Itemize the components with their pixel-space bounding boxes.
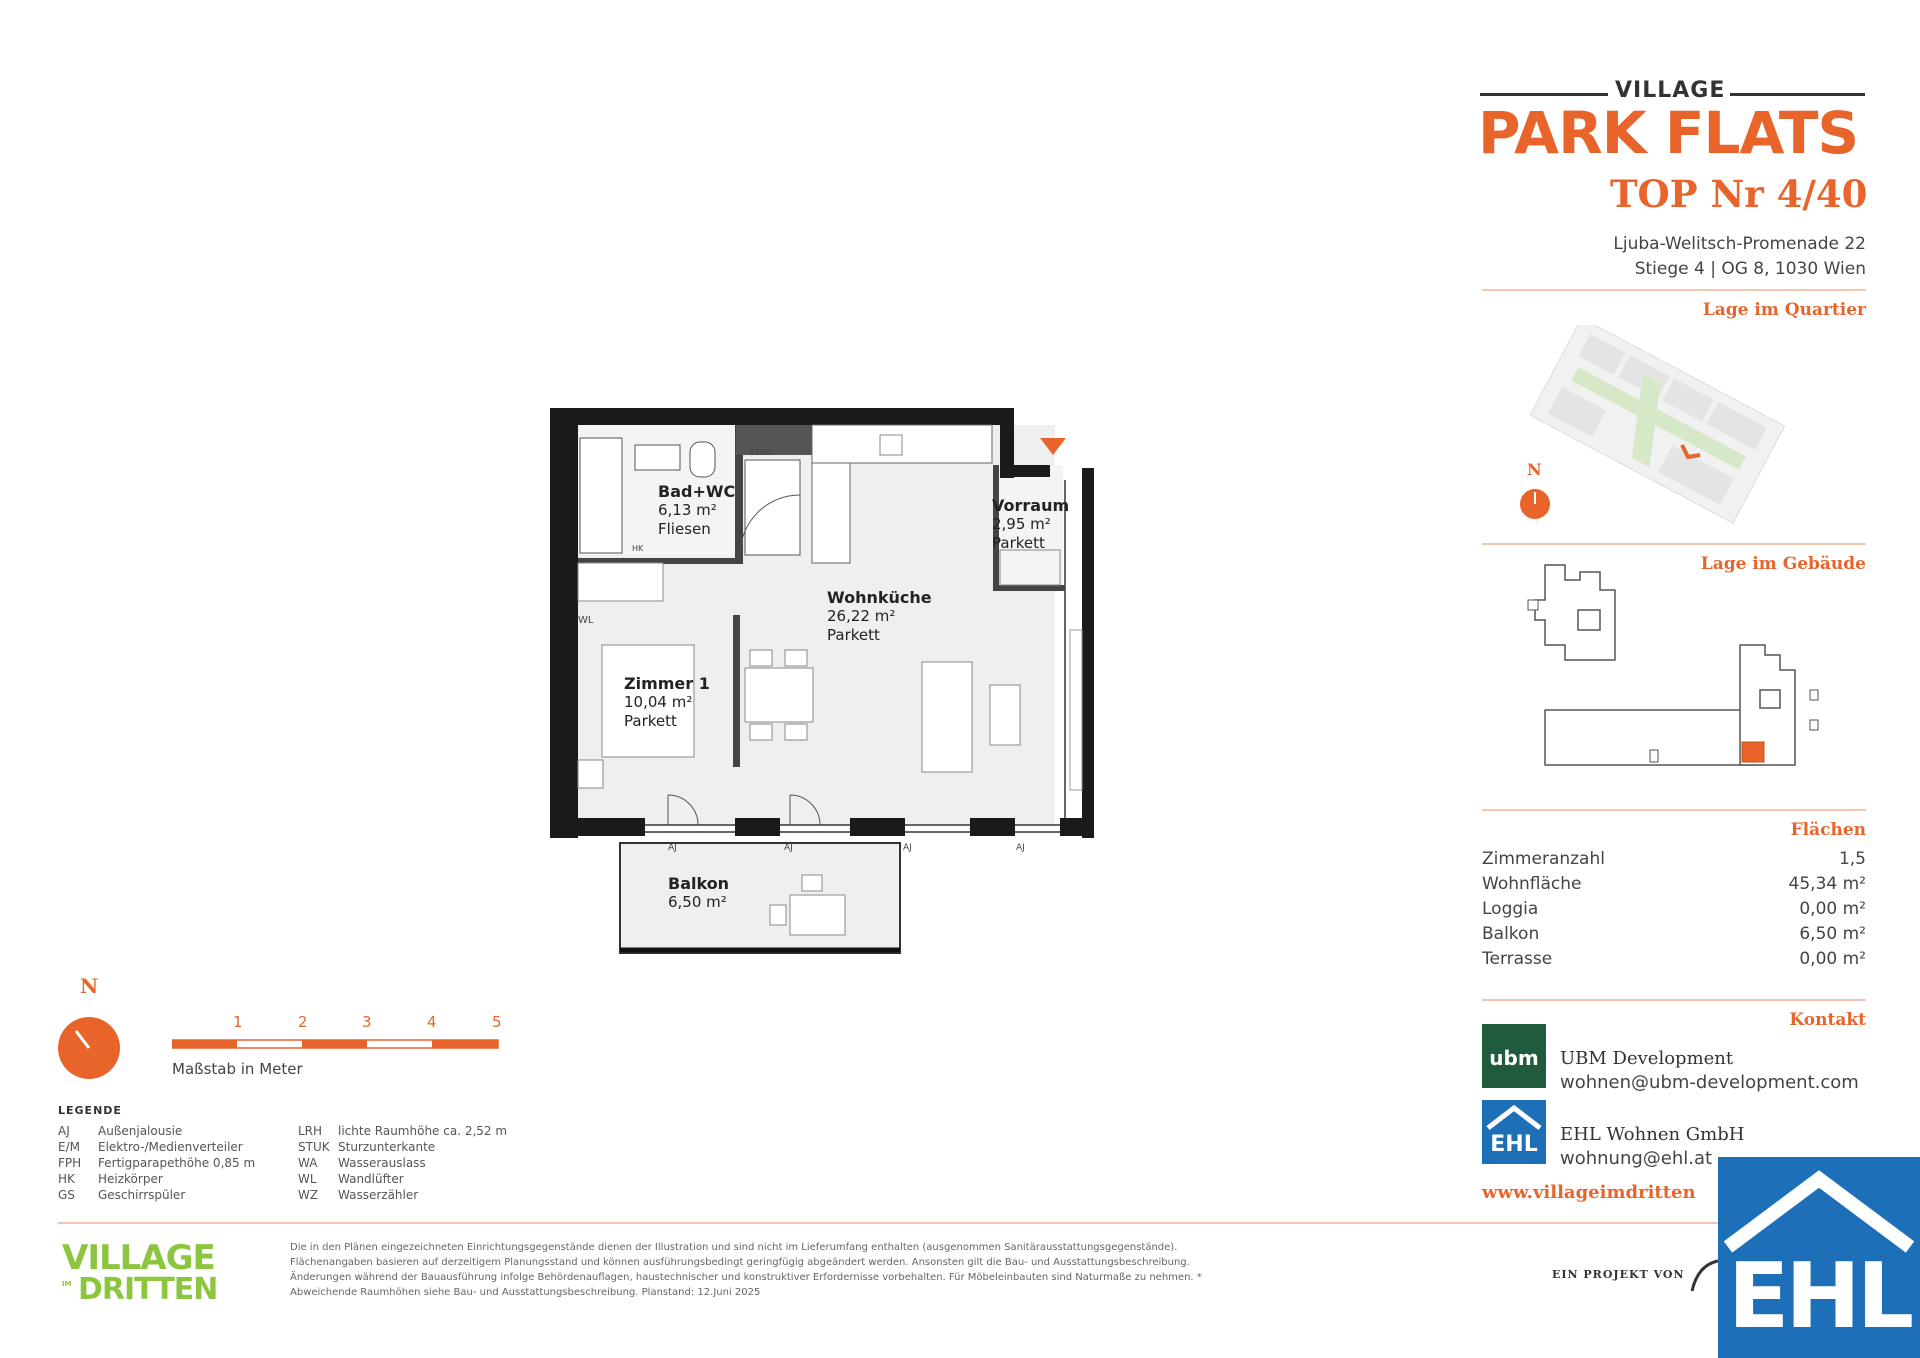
- ehl-logo: [1482, 1100, 1546, 1164]
- brand-park-flats: PARK FLATS: [1478, 99, 1859, 167]
- room-label-zimmer-1: [624, 674, 710, 731]
- contact-name-ubm: UBM Development: [1560, 1048, 1734, 1069]
- ubm-partial-logo-icon: [1688, 1255, 1718, 1295]
- scale-tick: 5: [492, 1013, 502, 1031]
- area-row-zimmeranzahl: [1482, 849, 1866, 873]
- website-link[interactable]: www.villageimdritten: [1482, 1182, 1696, 1203]
- room-name: Bad+WC: [658, 482, 736, 501]
- area-label: Loggia: [1482, 899, 1539, 919]
- legend-abbr: GS: [58, 1188, 75, 1202]
- washing-machine-niche: [745, 460, 800, 555]
- logo-line1: VILLAGE: [62, 1238, 215, 1278]
- scale-label: Maßstab in Meter: [172, 1060, 303, 1078]
- partition-wall: [733, 615, 740, 767]
- room-label-wohnkueche: [827, 588, 932, 645]
- scale-bar: [172, 1038, 502, 1052]
- legend-desc: Fertigparapethöhe 0,85 m: [98, 1156, 256, 1170]
- mark-wl: WL: [578, 615, 594, 626]
- coffee-table: [990, 685, 1020, 745]
- kitchen-counter-side: [812, 463, 850, 563]
- contact-email-ubm[interactable]: wohnen@ubm-development.com: [1560, 1072, 1859, 1093]
- logo-line2: DRITTEN: [78, 1272, 218, 1307]
- toilet: [690, 442, 715, 477]
- logo-im: IM: [62, 1280, 72, 1288]
- room-label-balkon: [668, 874, 729, 912]
- room-name: Balkon: [668, 874, 730, 893]
- legend-abbr: AJ: [58, 1124, 70, 1138]
- section-title-lage-quartier: Lage im Quartier: [1702, 300, 1866, 320]
- scale-tick: 2: [298, 1013, 308, 1031]
- scale-tick: 3: [362, 1013, 372, 1031]
- room-floor: Parkett: [992, 534, 1045, 552]
- area-value: 1,5: [1838, 849, 1866, 869]
- legend-desc: Geschirrspüler: [98, 1188, 186, 1202]
- room-floor: Parkett: [827, 626, 880, 644]
- building-location-map: [1520, 560, 1840, 780]
- ubm-logo: [1482, 1024, 1546, 1088]
- section-title-lage-gebaeude: Lage im Gebäude: [1700, 554, 1866, 574]
- legend-desc: Wandlüfter: [338, 1172, 404, 1186]
- apartment-number: TOP Nr 4/40: [1610, 172, 1868, 216]
- ehl-badge-text: EHL: [1727, 1244, 1911, 1349]
- area-label: Zimmeranzahl: [1482, 849, 1605, 869]
- mark-hk: HK: [632, 544, 644, 553]
- mark-aj: AJ: [668, 843, 677, 853]
- legend-desc: lichte Raumhöhe ca. 2,52 m: [338, 1124, 508, 1138]
- divider: [1482, 289, 1866, 291]
- legend-abbr: FPH: [58, 1156, 82, 1170]
- mark-aj: AJ: [1016, 843, 1025, 853]
- village-im-dritten-logo: [62, 1240, 252, 1310]
- area-row-terrasse: [1482, 949, 1866, 973]
- room-floor: Parkett: [624, 712, 677, 730]
- section-title-flaechen: Flächen: [1790, 820, 1866, 840]
- legend-desc: Sturzunterkante: [338, 1140, 436, 1154]
- sofa: [922, 662, 972, 772]
- address-street: Ljuba-Welitsch-Promenade 22: [1613, 234, 1866, 254]
- room-name: Zimmer 1: [624, 674, 710, 693]
- room-name: Vorraum: [992, 496, 1070, 515]
- legend-desc: Heizkörper: [98, 1172, 163, 1186]
- legend-desc: Elektro-/Medienverteiler: [98, 1140, 243, 1154]
- wall-top: [550, 408, 1010, 425]
- brand-small-text: VILLAGE: [1615, 78, 1726, 103]
- wall-left: [550, 408, 578, 838]
- room-area: 2,95 m²: [992, 515, 1051, 533]
- area-row-loggia: [1482, 899, 1866, 923]
- legend-abbr: STUK: [298, 1140, 330, 1154]
- balcony-floor: [620, 843, 900, 953]
- legend-desc: Außenjalousie: [98, 1124, 183, 1138]
- washbasin: [635, 445, 680, 470]
- scale-tick: 4: [427, 1013, 437, 1031]
- room-area: 26,22 m²: [827, 607, 896, 625]
- legend-desc: Wasserauslass: [338, 1156, 426, 1170]
- compass-label: N: [80, 974, 99, 998]
- ein-projekt-von: EIN PROJEKT VON: [1552, 1268, 1685, 1281]
- area-row-balkon: [1482, 924, 1866, 948]
- room-area: 10,04 m²: [624, 693, 693, 711]
- compass-icon: [56, 1015, 122, 1081]
- area-label: Wohnfläche: [1482, 874, 1582, 894]
- area-label: Balkon: [1482, 924, 1540, 944]
- legend-abbr: WZ: [298, 1188, 319, 1202]
- compass-small-icon: [1519, 488, 1551, 520]
- room-label-bad-wc: [658, 482, 735, 539]
- ehl-logo-text: EHL: [1490, 1132, 1538, 1157]
- legend-abbr: HK: [58, 1172, 75, 1186]
- disclaimer-text: Die in den Plänen eingezeichneten Einrichtungsgegenstände dienen der Illustration und sind nicht im Lieferumfang enthalten (ausgenommen Sanitärausstattungsgegenstände). Flächenangaben basieren auf derzeitigem Planungsstand und können ausführungsbedingt geringfügig abgeändert werden. Ansonsten gilt die Bau- und Ausstattungsbeschreibung. Änderungen während der Bauausführung infolge Behördenauflagen, haustechnischer und konstruktiver Erfordernisse vorbehalten. Für Möbeleinbauten sind Naturmaße zu nehmen. * Abweichende Raumhöhen siehe Bau- und Ausstattungsbeschreibung. Planstand: 12.Juni 2025: [290, 1242, 1202, 1298]
- apartment-location-highlight: [1742, 742, 1764, 762]
- wardrobe: [578, 563, 663, 601]
- area-value: 45,34 m²: [1788, 874, 1866, 894]
- legend-title: LEGENDE: [58, 1104, 122, 1117]
- contact-email-ehl[interactable]: wohnung@ehl.at: [1560, 1148, 1713, 1169]
- divider: [1482, 999, 1866, 1001]
- section-title-kontakt: Kontakt: [1789, 1010, 1866, 1030]
- contact-name-ehl: EHL Wohnen GmbH: [1560, 1124, 1745, 1145]
- address-stair-floor: Stiege 4 | OG 8, 1030 Wien: [1634, 259, 1866, 279]
- legend-abbr: WL: [298, 1172, 317, 1186]
- area-value: 0,00 m²: [1799, 949, 1866, 969]
- divider: [1482, 809, 1866, 811]
- mark-stuk: STUK: [750, 448, 772, 457]
- divider: [1482, 543, 1866, 545]
- room-area: 6,13 m²: [658, 501, 717, 519]
- room-floor: Fliesen: [658, 520, 711, 538]
- area-label: Terrasse: [1482, 949, 1553, 969]
- brand-rule-left: [1480, 93, 1608, 96]
- room-label-vorraum: [992, 496, 1069, 553]
- ehl-corner-badge: [1718, 1157, 1920, 1358]
- scale-tick: 1: [233, 1013, 243, 1031]
- area-row-wohnflaeche: [1482, 874, 1866, 898]
- wall-right: [1082, 468, 1094, 838]
- room-name: Wohnküche: [827, 588, 932, 607]
- dining-table: [745, 668, 813, 722]
- legend-abbr: LRH: [298, 1124, 323, 1138]
- bathtub: [580, 438, 622, 553]
- footer-divider: [58, 1222, 1718, 1224]
- legend-abbr: WA: [298, 1156, 318, 1170]
- balcony-table: [790, 895, 845, 935]
- mark-aj: AJ: [903, 843, 912, 853]
- ubm-logo-text: ubm: [1489, 1046, 1539, 1070]
- brand-rule-right: [1730, 93, 1865, 96]
- legend-desc: Wasserzähler: [338, 1188, 419, 1202]
- area-value: 6,50 m²: [1799, 924, 1866, 944]
- compass-small-label: N: [1527, 460, 1542, 479]
- legend-abbr: E/M: [58, 1140, 80, 1154]
- room-area: 6,50 m²: [668, 893, 727, 911]
- mark-aj: AJ: [784, 843, 793, 853]
- area-value: 0,00 m²: [1799, 899, 1866, 919]
